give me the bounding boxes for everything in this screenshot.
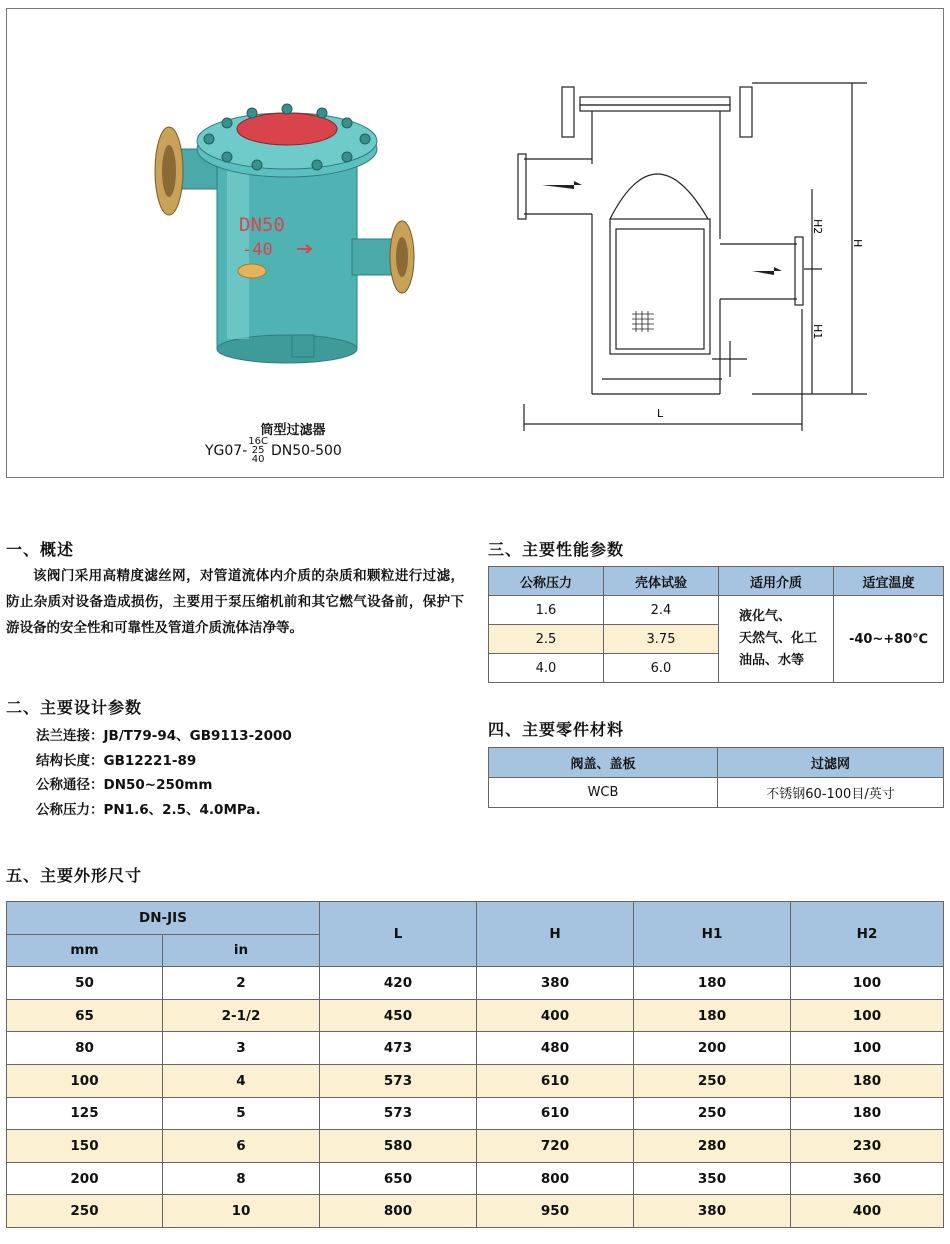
dim-cell: 200 xyxy=(634,1032,791,1065)
model-suffix: DN50-500 xyxy=(271,442,342,459)
product-hero-panel xyxy=(6,8,944,478)
model-pressure-2: 25 xyxy=(251,445,265,456)
dim-cell: 400 xyxy=(477,999,634,1032)
perf-header-pressure: 公称压力 xyxy=(489,567,604,596)
table-row xyxy=(7,967,944,1000)
perf-cell: 2.4 xyxy=(604,596,719,625)
dim-cell: 380 xyxy=(477,967,634,1000)
dim-cell: 800 xyxy=(477,1162,634,1195)
dim-cell: 950 xyxy=(477,1195,634,1228)
dim-cell: 50 xyxy=(7,967,163,1000)
dim-cell: 610 xyxy=(477,1097,634,1130)
mat-header-screen: 过滤网 xyxy=(718,748,944,778)
perf-cell: 2.5 xyxy=(489,625,604,654)
body-pressure-text: -40 xyxy=(242,240,273,260)
dim-cell: 450 xyxy=(320,999,477,1032)
dim-cell: 573 xyxy=(320,1064,477,1097)
design-item-length: 结构长度：GB12221-89 xyxy=(36,752,197,769)
dim-cell: 610 xyxy=(477,1064,634,1097)
table-row xyxy=(7,1032,944,1065)
table-row xyxy=(7,1064,944,1097)
dim-label-h: H xyxy=(851,239,864,248)
dim-cell: 180 xyxy=(791,1097,944,1130)
dim-header-h2: H2 xyxy=(791,902,944,967)
perf-header-medium: 适用介质 xyxy=(719,567,834,596)
dim-cell: 100 xyxy=(7,1064,163,1097)
medium-line: 天然气、化工 xyxy=(739,631,818,646)
dim-cell: 720 xyxy=(477,1130,634,1163)
dim-header-l: L xyxy=(320,902,477,967)
dim-cell: 400 xyxy=(791,1195,944,1228)
dim-cell: 4 xyxy=(163,1064,320,1097)
dim-cell: 65 xyxy=(7,999,163,1032)
dim-header-mm: mm xyxy=(7,934,163,967)
body-size-text: DN50 xyxy=(239,214,285,236)
design-list xyxy=(36,724,292,822)
dim-cell: 250 xyxy=(7,1195,163,1228)
dimensions-title: 五、主要外形尺寸 xyxy=(6,866,143,885)
table-row xyxy=(7,1130,944,1163)
perf-cell: 6.0 xyxy=(604,654,719,683)
product-photo xyxy=(147,89,427,379)
dim-cell: 150 xyxy=(7,1130,163,1163)
medium-line: 油品、水等 xyxy=(739,653,805,668)
mat-cell-cover: WCB xyxy=(489,778,718,808)
perf-temp-cell: -40~+80℃ xyxy=(834,596,944,683)
perf-cell: 1.6 xyxy=(489,596,604,625)
dim-cell: 8 xyxy=(163,1162,320,1195)
product-model xyxy=(205,437,342,464)
dim-cell: 200 xyxy=(7,1162,163,1195)
materials-table xyxy=(488,747,944,808)
design-item-diameter: 公称通径：DN50~250mm xyxy=(36,777,213,793)
dim-header-h: H xyxy=(477,902,634,967)
dim-header-in: in xyxy=(163,934,320,967)
product-name: 筒型过滤器 xyxy=(260,423,326,438)
overview-text: 该阀门采用高精度滤丝网，对管道流体内介质的杂质和颗粒进行过滤，防止杂质对设备造成损伤，主要用于泵压缩机前和其它燃气设备前，保护下游设备的安全性和可靠性及管道介质流体洁净等。 xyxy=(6,568,464,636)
dim-cell: 6 xyxy=(163,1130,320,1163)
dim-header-dn: DN-JIS xyxy=(7,902,320,935)
dim-cell: 180 xyxy=(791,1064,944,1097)
dimensions-table xyxy=(6,901,944,1228)
dim-header-h1: H1 xyxy=(634,902,791,967)
performance-title: 三、主要性能参数 xyxy=(488,540,625,559)
dim-cell: 100 xyxy=(791,1032,944,1065)
overview-title: 一、概述 xyxy=(6,540,75,559)
dim-cell: 5 xyxy=(163,1097,320,1130)
dim-cell: 480 xyxy=(477,1032,634,1065)
dim-cell: 100 xyxy=(791,967,944,1000)
dimensions-body xyxy=(7,967,944,1228)
perf-header-test: 壳体试验 xyxy=(604,567,719,596)
table-row xyxy=(7,1195,944,1228)
table-row xyxy=(489,778,944,808)
medium-line: 液化气、 xyxy=(739,609,792,624)
table-row xyxy=(7,1162,944,1195)
dim-cell: 280 xyxy=(634,1130,791,1163)
dim-cell: 420 xyxy=(320,967,477,1000)
dim-cell: 580 xyxy=(320,1130,477,1163)
perf-cell: 4.0 xyxy=(489,654,604,683)
model-pressure-3: 40 xyxy=(251,454,265,465)
dim-cell: 250 xyxy=(634,1064,791,1097)
dim-cell: 10 xyxy=(163,1195,320,1228)
dim-label-h1: H1 xyxy=(811,324,824,340)
dim-cell: 2-1/2 xyxy=(163,999,320,1032)
perf-header-temp: 适宜温度 xyxy=(834,567,944,596)
mat-header-cover: 阀盖、盖板 xyxy=(489,748,718,778)
dim-cell: 250 xyxy=(634,1097,791,1130)
design-item-pressure: 公称压力：PN1.6、2.5、4.0MPa. xyxy=(36,801,261,818)
performance-table xyxy=(488,566,944,683)
dim-cell: 350 xyxy=(634,1162,791,1195)
dim-cell: 2 xyxy=(163,967,320,1000)
table-row xyxy=(7,1097,944,1130)
model-pressure-stack xyxy=(248,437,268,464)
dim-cell: 3 xyxy=(163,1032,320,1065)
dim-cell: 800 xyxy=(320,1195,477,1228)
dim-cell: 380 xyxy=(634,1195,791,1228)
dim-cell: 180 xyxy=(634,999,791,1032)
dim-label-l: L xyxy=(657,407,664,420)
table-row xyxy=(7,999,944,1032)
dim-cell: 360 xyxy=(791,1162,944,1195)
materials-title: 四、主要零件材料 xyxy=(488,720,625,739)
design-title: 二、主要设计参数 xyxy=(6,698,143,717)
perf-cell: 3.75 xyxy=(604,625,719,654)
dim-cell: 230 xyxy=(791,1130,944,1163)
dim-cell: 100 xyxy=(791,999,944,1032)
mat-cell-screen: 不锈钢60-100目/英寸 xyxy=(718,778,944,808)
dim-label-h2: H2 xyxy=(811,219,824,235)
dim-cell: 573 xyxy=(320,1097,477,1130)
model-prefix: YG07- xyxy=(205,442,248,459)
dim-cell: 650 xyxy=(320,1162,477,1195)
technical-drawing xyxy=(512,69,892,439)
model-pressure-1: 16C xyxy=(248,436,268,447)
dim-cell: 80 xyxy=(7,1032,163,1065)
perf-medium-cell xyxy=(719,596,834,683)
dim-cell: 473 xyxy=(320,1032,477,1065)
table-row xyxy=(489,596,944,625)
design-item-flange: 法兰连接：JB/T79-94、GB9113-2000 xyxy=(36,728,292,744)
dim-cell: 180 xyxy=(634,967,791,1000)
dim-cell: 125 xyxy=(7,1097,163,1130)
